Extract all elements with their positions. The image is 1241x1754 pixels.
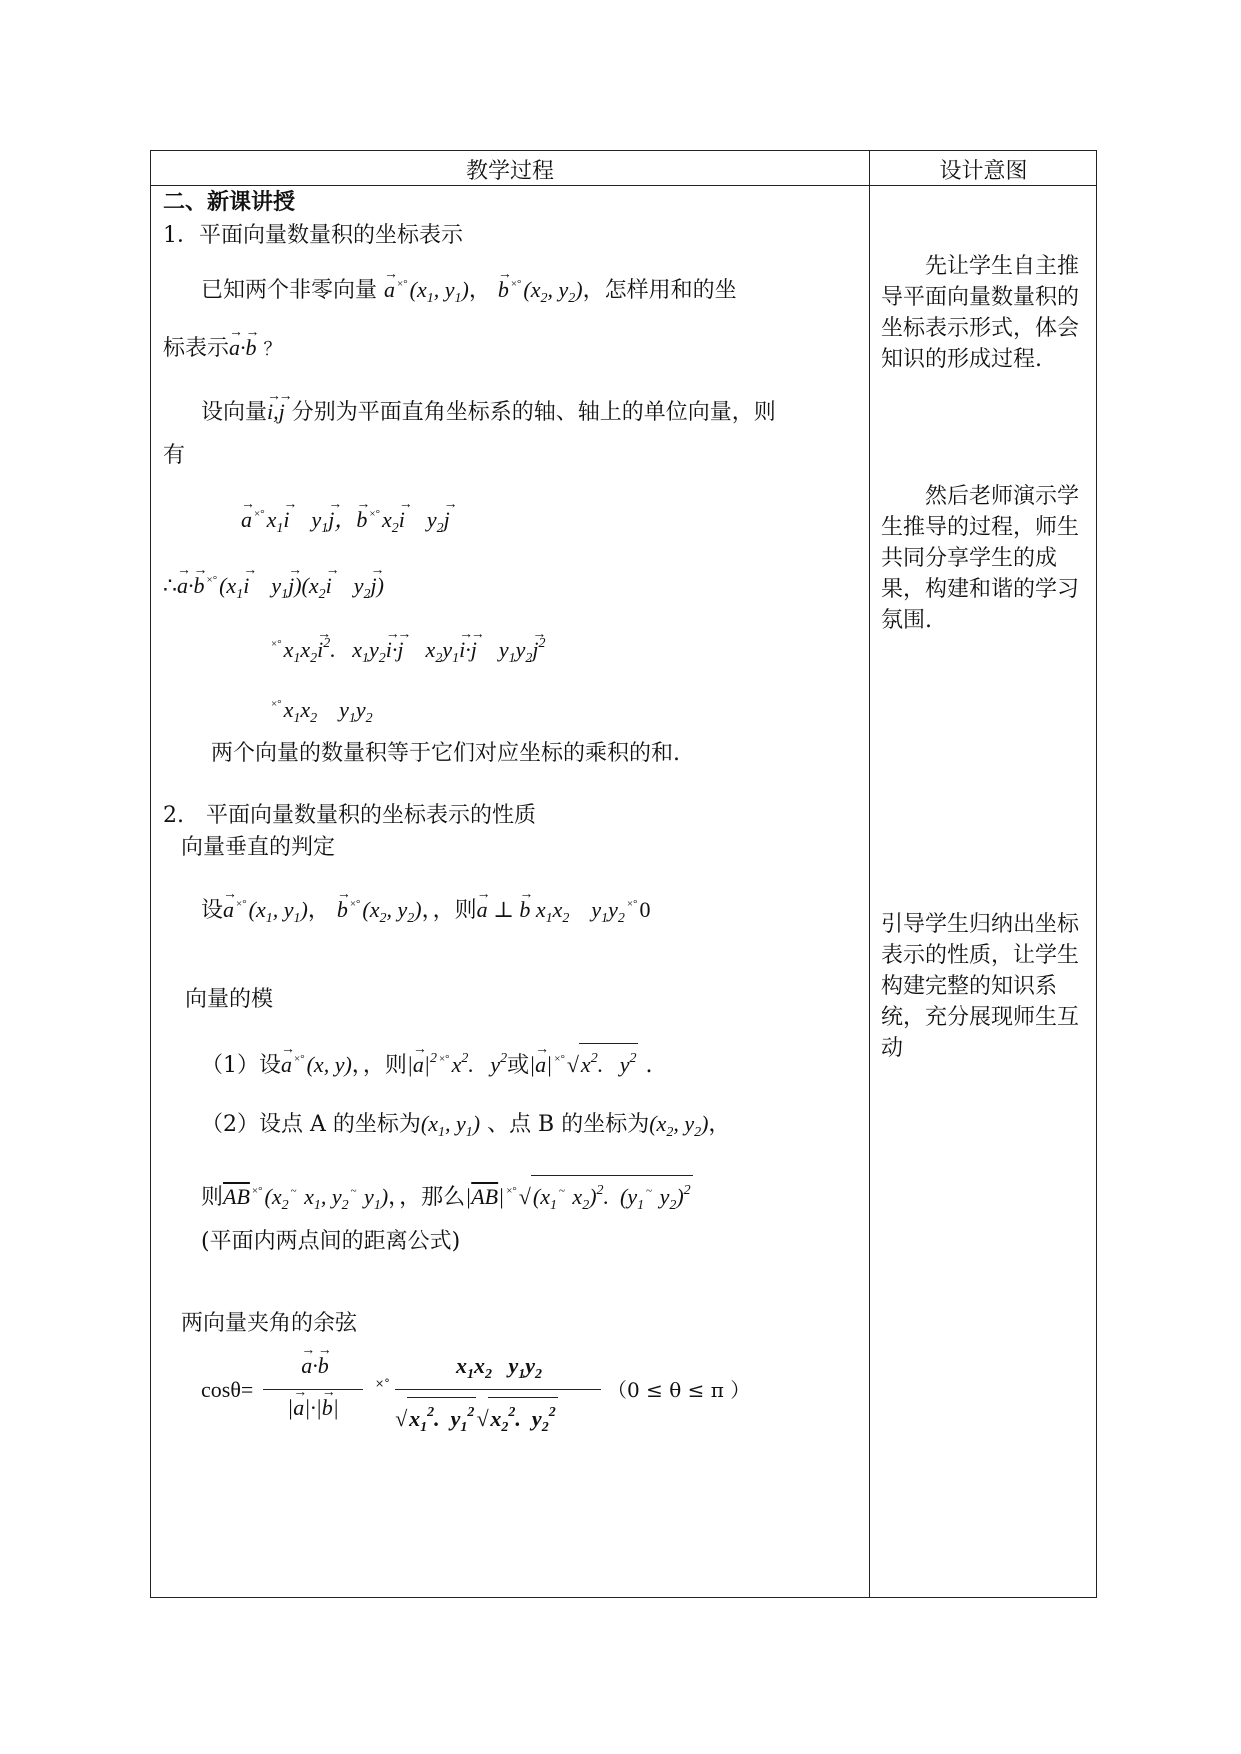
conclusion-text: 两个向量的数量积等于它们对应坐标的乘积的和. (211, 741, 680, 766)
header-design-intent: 设计意图 (939, 159, 1028, 184)
item2-title: 2. 平面向量数量积的坐标表示的性质 (163, 803, 536, 828)
item1-line3 (201, 397, 776, 428)
lesson-table (150, 150, 1097, 1598)
item1-text3b: 分别为平面直角坐标系的轴、轴上的单位向量，则 (291, 400, 776, 425)
equation-expand-1: ∴→ a·→ b $^{\times^\circ}(x_1\to i$ $y_1\to j)(x_2\to i$ $y_2\to j$) (163, 565, 384, 610)
distance-note: (平面内两点间的距离公式) (201, 1229, 461, 1254)
modulus-title: 向量的模 (185, 987, 274, 1012)
design-note-1: 先让学生自主推导平面向量数量积的坐标表示形式，体会知识的形成过程. (881, 254, 1080, 372)
mod1-or: 或 (507, 1053, 530, 1078)
equation-expand-2: $^{\times^\circ}x_1x_2\to i^2$. $x_1y_2\to i\cdot\to j$ $x_2y_1\to i\cdot\to j$ $y_1y_2\to j^2$ (269, 629, 545, 674)
unit-vectors-ij: → i,→ j (267, 399, 285, 424)
perp-text: 设 (201, 898, 224, 923)
cos-frac1-num: → a·→ b (269, 1351, 361, 1381)
cosine-title: 两向量夹角的余弦 (181, 1311, 358, 1336)
perp-a-def: → a $^{\times^\circ}(x_1$, $y_1$) (223, 897, 308, 922)
item1-line2 (163, 333, 282, 365)
mod1-a-def: → a ×°(x, y) (281, 1052, 352, 1077)
design-note-2: 然后老师演示学生推导的过程，师生共同分享学生的成果，构建和谐的学习氛围. (881, 484, 1080, 633)
dot-product-ab: → a·→ b (229, 335, 257, 360)
cos-label (201, 1375, 253, 1406)
cos-frac1-bar (263, 1389, 363, 1390)
cos-equal-glyph: ×° (375, 1377, 390, 1390)
vector-b-def: → b $^{\times^\circ}(x_2$, $y_2$) (498, 277, 583, 302)
equation-result: $^{\times^\circ}x_1x_2$ $y_1y_2$ (271, 697, 373, 726)
perpendicular-title: 向量垂直的判定 (181, 835, 336, 860)
vector-a-def: → a $^{\times^\circ}(x_1$, $y_1$) (384, 277, 469, 302)
vector-ab-coords: $\overline{AB}$ $^{\times^\circ}(x_2^\sim$ $x_1$, $y_2^\sim$ $y_1$) (223, 1184, 389, 1213)
point-b-coords: ($x_2$, $y_2$) (649, 1111, 709, 1140)
modulus-line2: （2）设点 A 的坐标为($x_1$, $y_1$) 、点 B 的坐标为($x_2$, $y_2$)， (201, 1111, 731, 1140)
item1-text1: 已知两个非零向量 (201, 278, 378, 303)
item1-text2: 标表示 (163, 336, 230, 361)
cos-frac1-den: |→ a|·|→ b| (263, 1393, 363, 1423)
cos-range: （0 ≤ θ ≤ π ） (607, 1378, 751, 1402)
mod1-pre: （1）设 (201, 1053, 281, 1078)
cos-label-text: cosθ= (201, 1377, 254, 1402)
perp-condition: → a ⊥ → b $x_1x_2$ $y_1y_2^{\times^\circ}0$ (477, 897, 651, 922)
item1-title: 1．平面向量数量积的坐标表示 (163, 223, 463, 248)
mod1-then: ，则 (362, 1053, 407, 1078)
cos-frac2-bar (395, 1389, 601, 1390)
question-mark: ？ (263, 339, 282, 360)
perpendicular-line: 设→ a $^{\times^\circ}(x_1$, $y_1$)， → b $^{\times^\circ}(x_2$, $y_2$)，，则→ a ⊥ → b $x_1x_2$ $y_1y_2^{\times^\circ}0$ (201, 889, 651, 934)
cos-frac2-num: $x_1x_2$ $y_1y_2$ (455, 1353, 543, 1382)
design-note-3: 引导学生归纳出坐标表示的性质，让学生构建完整的知识系统，充分展现师生互动 (881, 912, 1080, 1061)
modulus-line3: 则$\overline{AB}$ $^{\times^\circ}(x_2^\sim$ $x_1$, $y_2^\sim$ $y_1$)，，那么$|\overline{AB}|$ $^{\times^\circ}√(x_1^\sim$ $x_2)^2$. ($y_1^\sim$ $y_2)^2$ (201, 1175, 693, 1221)
modulus-line1: （1）设→ a ×°(x, y)，，则|→ $a|^2$ $^{\times^\circ}x^2$. $y^2$或|→ a| $^{\times^\circ}√x^2$. $y^2$ . (201, 1043, 652, 1081)
mod3-b: ，那么 (399, 1185, 466, 1210)
perp-then: ，则 (432, 898, 477, 923)
item1-text3: 设向量 (201, 400, 268, 425)
point-a-coords: ($x_1$, $y_1$) (420, 1111, 481, 1140)
mod2-a: （2）设点 A 的坐标为 (201, 1112, 421, 1137)
mod2-b: 、点 B 的坐标为 (487, 1112, 650, 1137)
mod3-a: 则 (201, 1185, 224, 1210)
header-teaching-process: 教学过程 (465, 159, 554, 184)
item1-line1: 已知两个非零向量 → a $^{\times^\circ}(x_1$, $y_1$)， → b $^{\times^\circ}(x_2$, $y_2$)，怎样用和的坐 (201, 269, 737, 314)
distance-formula: $|\overline{AB}|$ $^{\times^\circ}√(x_1^\sim$ $x_2)^2$. ($y_1^\sim$ $y_2)^2$ (465, 1184, 692, 1209)
mod1-formula: |→ $a|^2$ $^{\times^\circ}x^2$. $y^2$ (407, 1052, 507, 1077)
cos-frac2-den: $√x_1^2$. $y_1^2√x_2^2$. $y_2^2$ (395, 1397, 558, 1443)
perp-b-def: → b $^{\times^\circ}(x_2$, $y_2$) (337, 897, 422, 922)
mod1-sqrt: |→ a| $^{\times^\circ}√x^2$. $y^2$ (529, 1052, 638, 1077)
item1-text1b: ，怎样用和的坐 (582, 278, 737, 303)
section-title: 二、新课讲授 (163, 189, 296, 215)
item1-line4: 有 (163, 443, 186, 468)
column-divider (869, 151, 870, 1597)
header-divider (151, 185, 1096, 186)
therefore-symbol: ∴ (163, 573, 177, 598)
equation-vector-decomposition: → a $^{\times^\circ}x_1\to i$ $y_1\to j$，→ b $^{\times^\circ}x_2\to i$ $y_2\to j$ (241, 499, 450, 544)
